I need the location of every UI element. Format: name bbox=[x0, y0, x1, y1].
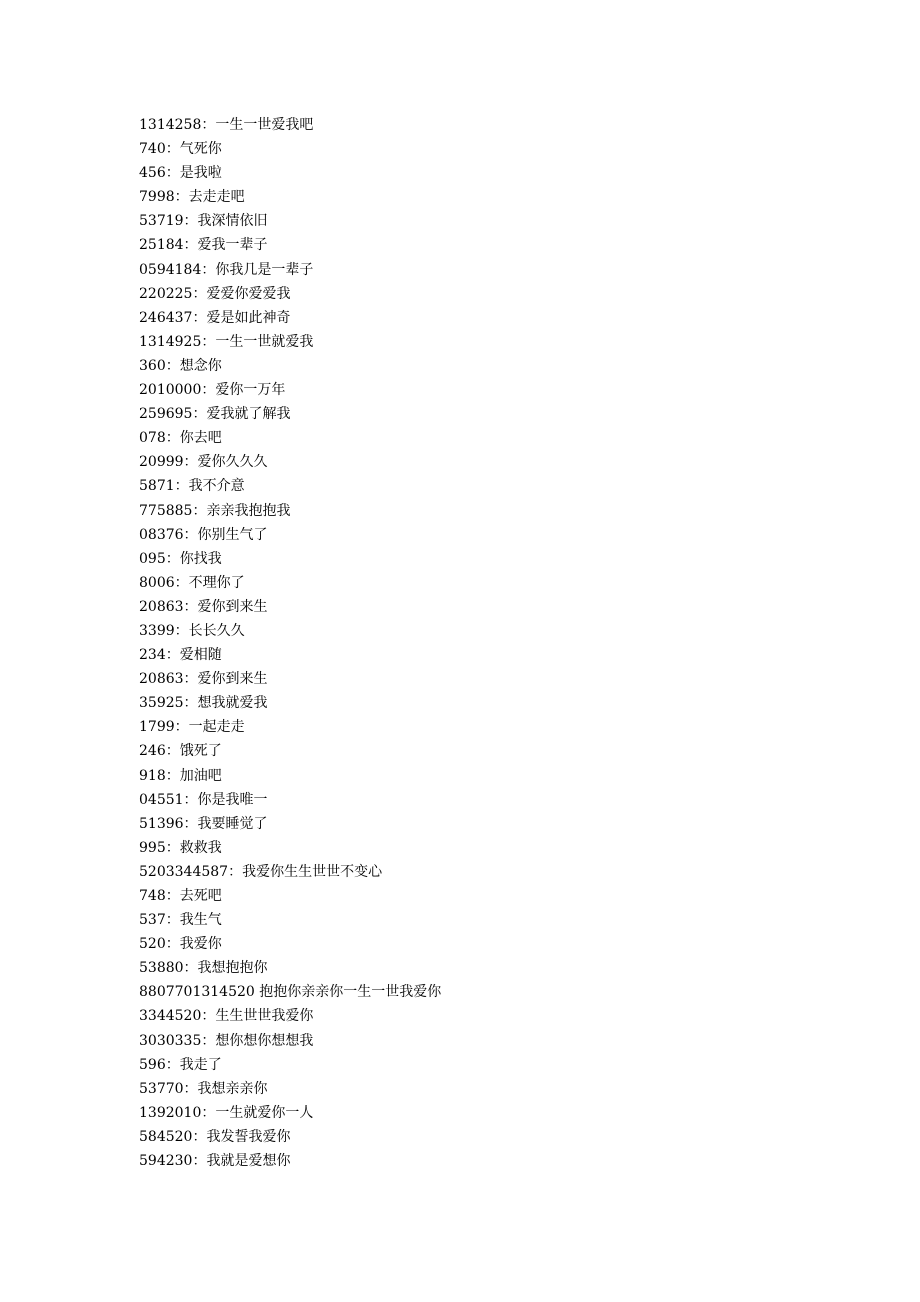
list-item: 078：你去吧 bbox=[139, 430, 222, 447]
list-item: 360：想念你 bbox=[139, 357, 222, 374]
list-item: 748：去死吧 bbox=[139, 888, 222, 904]
list-item: 25184：爱我一辈子 bbox=[139, 237, 268, 254]
list-item: 596：我走了 bbox=[139, 1056, 222, 1073]
list-item: 259695：爱我就了解我 bbox=[139, 406, 291, 423]
list-item: 584520：我发誓我爱你 bbox=[139, 1128, 291, 1145]
list-item: 537：我生气 bbox=[139, 912, 222, 929]
list-item: 1314925：一生一世就爱我 bbox=[139, 333, 314, 350]
list-item: 3030335：想你想你想想我 bbox=[139, 1032, 314, 1049]
list-item: 1799：一起走走 bbox=[139, 719, 245, 736]
list-item: 2010000：爱你一万年 bbox=[139, 382, 286, 399]
list-item: 775885：亲亲我抱抱我 bbox=[139, 502, 291, 519]
list-item: 520：我爱你 bbox=[139, 936, 222, 953]
list-item: 3399：长长久久 bbox=[139, 622, 245, 639]
list-item: 095：你找我 bbox=[139, 550, 222, 567]
list-item: 246437：爱是如此神奇 bbox=[139, 309, 291, 326]
list-item: 995：救救我 bbox=[139, 839, 222, 856]
list-item: 35925：想我就爱我 bbox=[139, 695, 268, 712]
list-item: 53719：我深情依旧 bbox=[139, 213, 268, 230]
list-item: 918：加油吧 bbox=[139, 767, 222, 784]
list-item: 20863：爱你到来生 bbox=[139, 598, 268, 615]
list-item: 1392010：一生就爱你一人 bbox=[139, 1104, 314, 1121]
list-item: 7998：去走走吧 bbox=[139, 189, 245, 206]
code-meaning-list bbox=[139, 113, 441, 1173]
list-item: 53880：我想抱抱你 bbox=[139, 960, 268, 977]
list-item: 5871：我不介意 bbox=[139, 478, 245, 495]
list-item: 740：气死你 bbox=[139, 141, 222, 158]
list-item: 0594184：你我几是一辈子 bbox=[139, 261, 314, 278]
list-item: 8006：不理你了 bbox=[139, 574, 245, 591]
list-item: 08376：你别生气了 bbox=[139, 526, 268, 543]
list-item: 51396：我要睡觉了 bbox=[139, 815, 268, 832]
list-item: 3344520：生生世世我爱你 bbox=[139, 1008, 314, 1025]
list-item: 234：爱相随 bbox=[139, 647, 222, 664]
list-item: 04551：你是我唯一 bbox=[139, 791, 268, 808]
list-item: 8807701314520 抱抱你亲亲你一生一世我爱你 bbox=[139, 984, 442, 1001]
list-item: 220225：爱爱你爱爱我 bbox=[139, 285, 291, 302]
list-item: 20863：爱你到来生 bbox=[139, 671, 268, 688]
list-item: 20999：爱你久久久 bbox=[139, 454, 268, 471]
list-item: 456：是我啦 bbox=[139, 165, 222, 182]
list-item: 246：饿死了 bbox=[139, 743, 222, 760]
list-item: 5203344587：我爱你生生世世不变心 bbox=[139, 863, 383, 880]
list-item: 1314258：一生一世爱我吧 bbox=[139, 117, 314, 133]
list-item: 594230：我就是爱想你 bbox=[139, 1153, 291, 1170]
list-item: 53770：我想亲亲你 bbox=[139, 1080, 268, 1097]
